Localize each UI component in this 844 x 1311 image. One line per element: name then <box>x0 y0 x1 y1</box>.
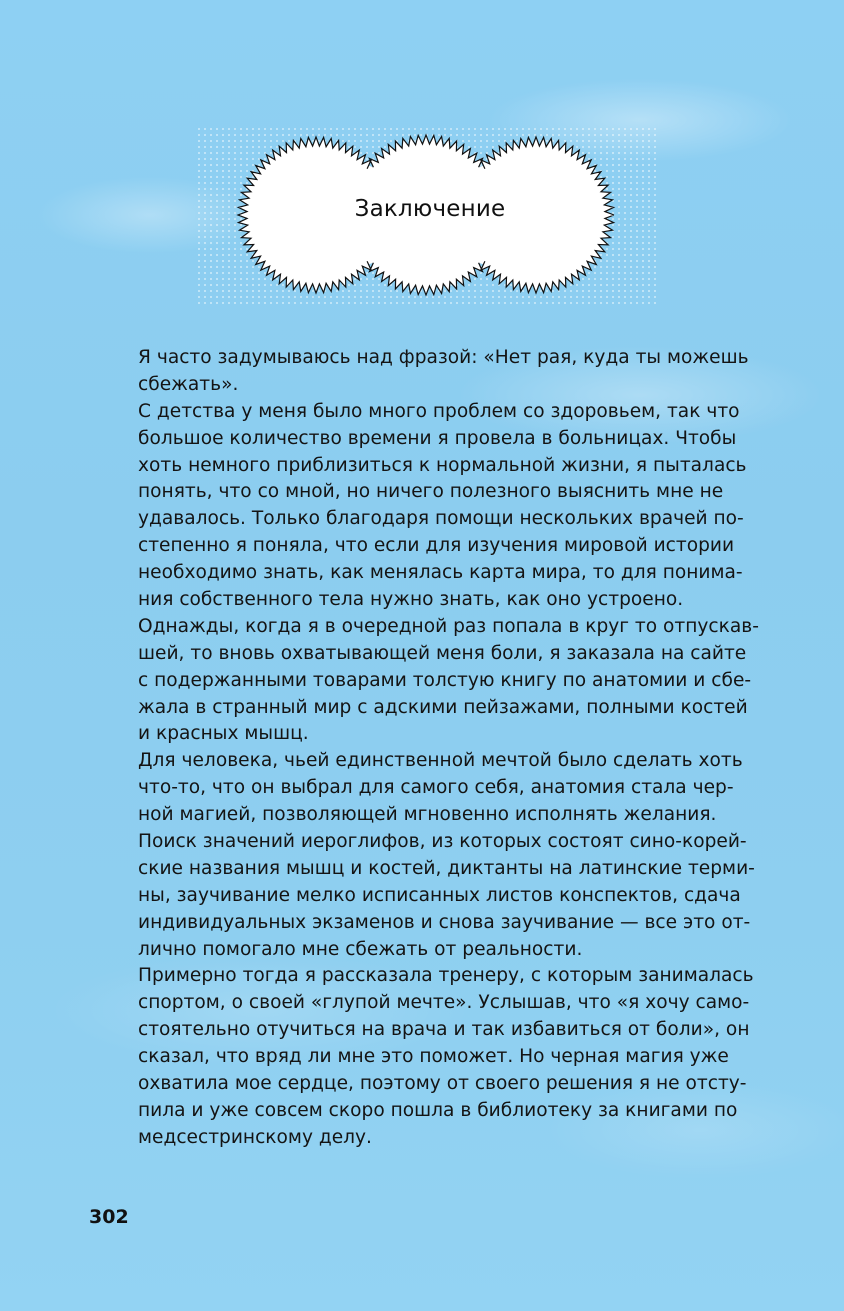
body-line: шей, то вновь охватывающей меня боли, я заказала на сайте <box>138 642 747 664</box>
chapter-title: Заключение <box>354 196 506 222</box>
body-line: Для человека, чьей единственной мечтой было сделать хоть <box>138 750 743 772</box>
body-line: ния собственного тела нужно знать, как оно устроено. <box>138 589 684 611</box>
body-line: с подержанными товарами толстую книгу по анатомии и сбе- <box>138 669 752 691</box>
body-line: ские названия мышц и костей, диктанты на латинские терми- <box>138 857 755 879</box>
body-line: и красных мышц. <box>138 723 309 745</box>
body-line: что-то, что он выбрал для самого себя, анатомия стала чер- <box>138 777 734 799</box>
body-line: спортом, о своей «глупой мечте». Услышав, что «я хочу само- <box>138 992 750 1014</box>
body-line: медсестринскому делу. <box>138 1126 372 1148</box>
body-line: Поиск значений иероглифов, из которых состоят сино-корей- <box>138 831 747 853</box>
body-line: Однажды, когда я в очередной раз попала в круг то отпускав- <box>138 615 759 637</box>
body-line: охватила мое сердце, поэтому от своего решения я не отсту- <box>138 1073 747 1095</box>
body-line: пила и уже совсем скоро пошла в библиотеку за книгами по <box>138 1099 738 1121</box>
body-line: жала в странный мир с адскими пейзажами, полными костей <box>138 696 748 718</box>
body-text <box>138 345 759 1152</box>
body-line: степенно я поняла, что если для изучения мировой истории <box>138 535 735 557</box>
body-line: ной магией, позволяющей мгновенно исполнять желания. <box>138 804 717 826</box>
body-line: удавалось. Только благодаря помощи нескольких врачей по- <box>138 508 744 530</box>
body-line: сбежать». <box>138 373 239 395</box>
body-line: сказал, что вряд ли мне это поможет. Но черная магия уже <box>138 1046 729 1068</box>
body-line: С детства у меня было много проблем со здоровьем, так что <box>138 400 740 422</box>
body-line: большое количество времени я провела в больницах. Чтобы <box>138 427 737 449</box>
body-line: необходимо знать, как менялась карта мира, то для понима- <box>138 562 743 584</box>
body-line: Примерно тогда я рассказала тренеру, с которым занималась <box>138 965 754 987</box>
body-line: индивидуальных экзаменов и снова заучивание — все это от- <box>138 911 751 933</box>
body-line: стоятельно отучиться на врача и так избавиться от боли», он <box>138 1019 750 1041</box>
page-number: 302 <box>89 1206 129 1228</box>
body-line: Я часто задумываюсь над фразой: «Нет рая, куда ты можешь <box>138 347 749 368</box>
body-line: хоть немного приблизиться к нормальной жизни, я пыталась <box>138 454 747 476</box>
body-line: ны, заучивание мелко исписанных листов конспектов, сдача <box>138 884 741 906</box>
body-line: понять, что со мной, но ничего полезного выяснить мне не <box>138 481 724 503</box>
body-line: лично помогало мне сбежать от реальности. <box>138 938 583 960</box>
